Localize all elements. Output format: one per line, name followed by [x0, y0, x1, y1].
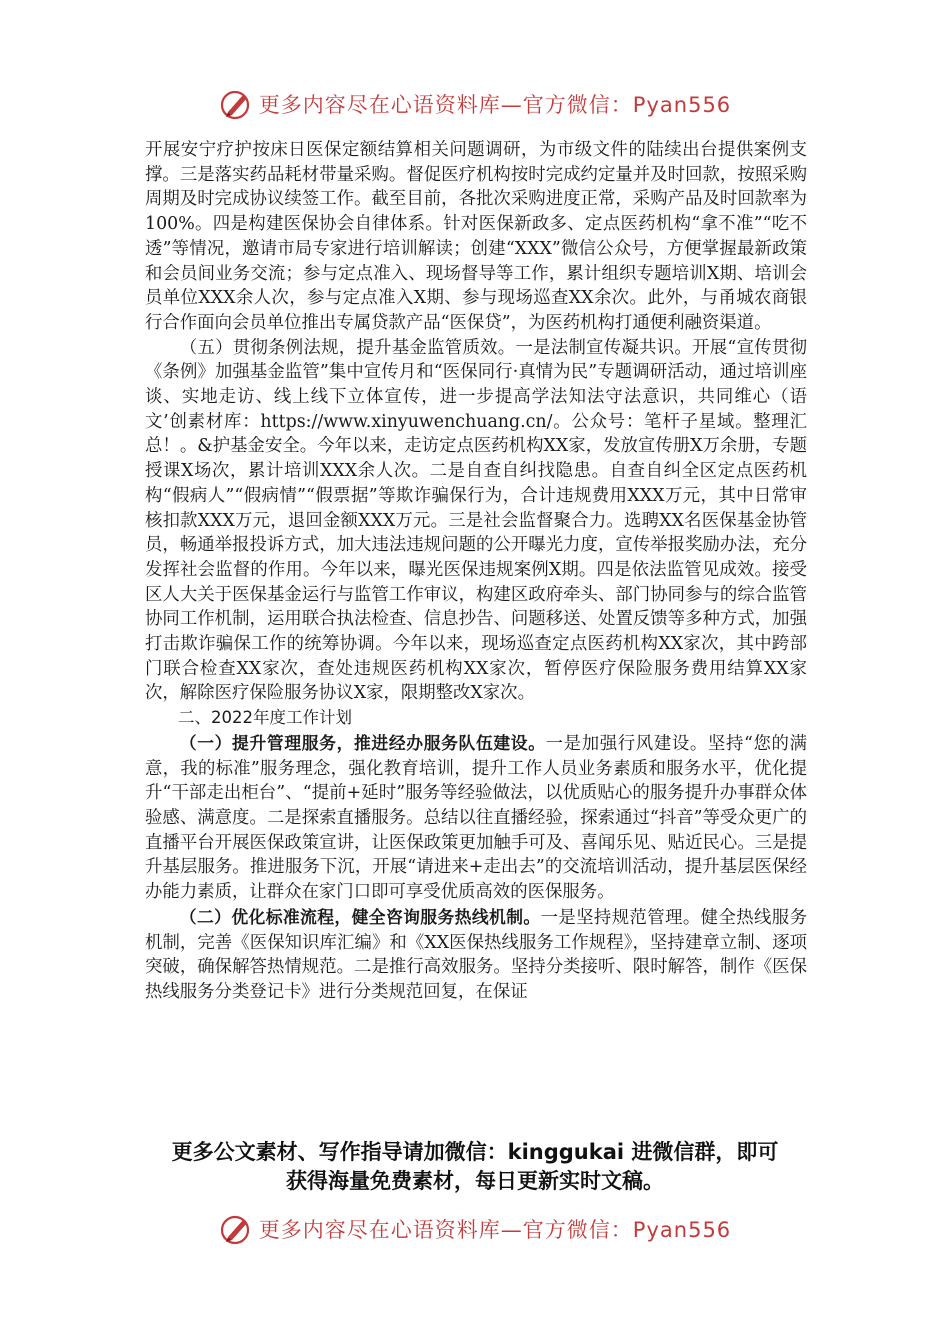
- paragraph-text: 一是加强行风建设。坚持“您的满意，我的标准”服务理念，强化教育培训，提升工作人员业务素质和服务水平，优化提升“干部走出柜台”、“提前+延时”服务等经验做法，以优质贴心的服务提升办事群众体验感、满意度。二是探索直播服务。总结以往直播经验，探索通过“抖音”等受众更广的直播平台开展医保政策宣讲，让医保政策更加触手可及、喜闻乐见、贴近民心。三是提升基层服务。推进服务下沉，开展“请进来+走出去”的交流培训活动，提升基层医保经办能力素质，让群众在家门口即可享受优质高效的医保服务。: [145, 733, 807, 903]
- paragraph: 开展安宁疗护按床日医保定额结算相关问题调研，为市级文件的陆续出台提供案例支撑。三是落实药品耗材带量采购。督促医疗机构按时完成约定量并及时回款，按照采购周期及时完成协议续签工作。截至目前，各批次采购进度正常，采购产品及时回款率为100%。四是构建医保协会自律体系。针对医保新政多、定点医药机构“拿不准”“吃不透”等情况，邀请市局专家进行培训解读；创建“XXX”微信公众号，方便掌握最新政策和会员间业务交流；参与定点准入、现场督导等工作，累计组织专题培训X期、培训会员单位XXX余人次，参与定点准入X期、参与现场巡查XX余次。此外，与甬城农商银行合作面向会员单位推出专属贷款产品“医保贷”，为医药机构打通便利融资渠道。: [145, 140, 807, 333]
- paragraph: [145, 905, 807, 1005]
- header-banner: [0, 84, 950, 124]
- banner-text: 更多内容尽在心语资料库—官方微信：Pyan556: [258, 1218, 732, 1242]
- pen-logo-icon: [219, 1212, 253, 1246]
- paragraph-lead: （一）提升管理服务，推进经办服务队伍建设。: [179, 732, 546, 753]
- paragraph-text: 一是坚持规范管理。健全热线服务机制，完善《医保知识库汇编》和《XX医保热线服务工作规程》，坚持建章立制、逐项突破，确保解答热情规范。二是推行高效服务。坚持分类接听、限时解答，制作《医保热线服务分类登记卡》进行分类规范回复，在保证: [145, 907, 807, 1002]
- promo-notice: [140, 1138, 810, 1196]
- pen-logo-icon: [219, 87, 253, 121]
- section-heading: 二、2022年度工作计划: [178, 708, 352, 728]
- document-body: [145, 138, 807, 1005]
- paragraph: [145, 731, 807, 905]
- promo-line: 更多公文素材、写作指导请加微信：kinggukai 进微信群，即可: [171, 1140, 779, 1164]
- footer-banner: [0, 1209, 950, 1249]
- banner-text: 更多内容尽在心语资料库—官方微信：Pyan556: [258, 93, 732, 117]
- paragraph-lead: （二）优化标准流程，健全咨询服务热线机制。: [179, 906, 541, 927]
- paragraph: （五）贯彻条例法规，提升基金监管质效。一是法制宣传凝共识。开展“宣传贯彻《条例》加强基金监管”集中宣传月和“医保同行·真情为民”专题调研活动，通过培训座谈、实地走访、线上线下立体宣传，进一步提高学法知法守法意识，共同维心（语文’创素材库：https://www.xinyuwenchuang.cn/。公众号：笔杆子星域。整理汇总！。&护基金安全。今年以来，走访定点医药机构XX家，发放宣传册X万余册，专题授课X场次，累计培训XXX余人次。二是自查自纠找隐患。自查自纠全区定点医药机构“假病人”“假病情”“假票据”等欺诈骗保行为，合计违规费用XXX万元，其中日常审核扣款XXX万元，退回金额XXX万元。三是社会监督聚合力。选聘XX名医保基金协管员，畅通举报投诉方式，加大违法违规问题的公开曝光力度，宣传举报奖励办法，充分发挥社会监督的作用。今年以来，曝光医保违规案例X期。四是依法监管见成效。接受区人大关于医保基金运行与监管工作审议，构建区政府牵头、部门协同参与的综合监管协同工作机制，运用联合执法检查、信息抄告、问题移送、处置反馈等多种方式，加强打击欺诈骗保工作的统筹协调。今年以来，现场巡查定点医药机构XX家次，其中跨部门联合检查XX家次，查处违规医药机构XX家次，暂停医疗保险服务费用结算XX家次，解除医疗保险服务协议X家，限期整改X家次。: [145, 337, 807, 704]
- promo-line: 获得海量免费素材，每日更新实时文稿。: [286, 1169, 664, 1193]
